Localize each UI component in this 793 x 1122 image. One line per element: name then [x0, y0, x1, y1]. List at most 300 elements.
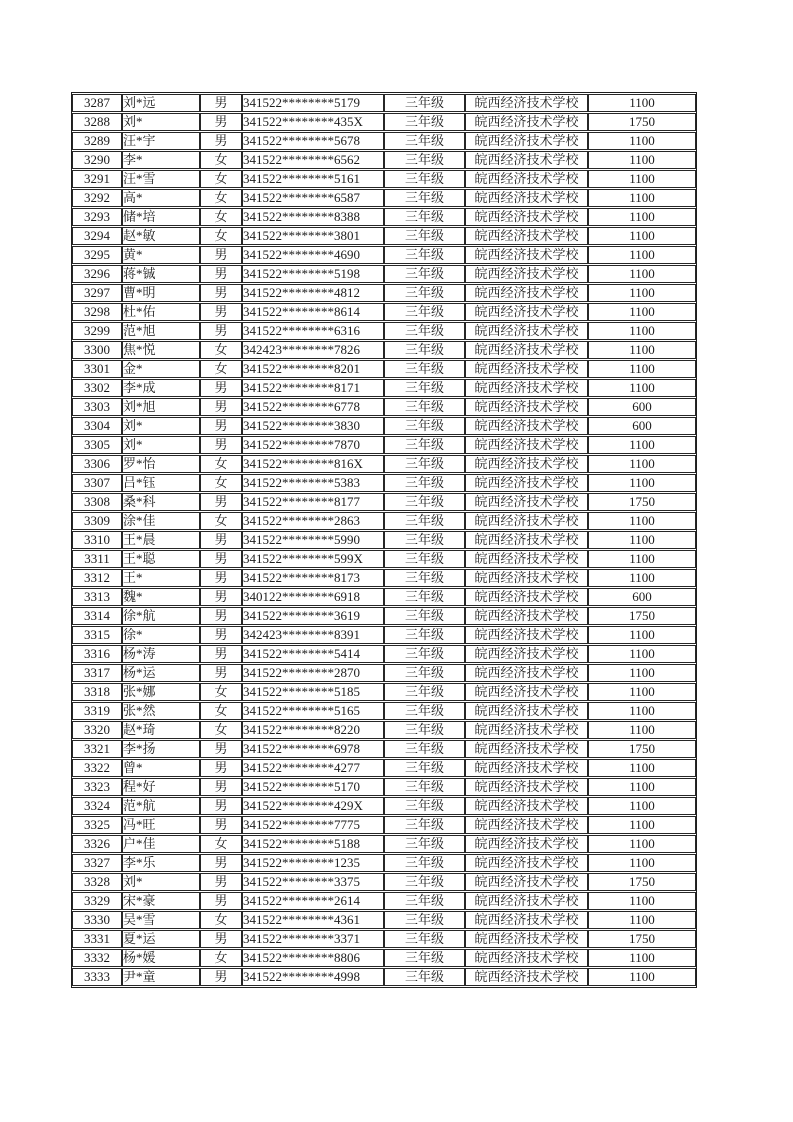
amount-cell: 1100 — [588, 94, 696, 112]
school-cell: 皖西经济技术学校 — [465, 968, 588, 986]
school-cell: 皖西经济技术学校 — [465, 797, 588, 815]
table-row — [72, 208, 696, 226]
amount-cell: 1100 — [588, 550, 696, 568]
id-number-cell: 341522********8171 — [242, 379, 384, 397]
id-number-cell: 341522********8388 — [242, 208, 384, 226]
gender-cell: 女 — [200, 683, 242, 701]
school-cell: 皖西经济技术学校 — [465, 132, 588, 150]
row-number-cell: 3324 — [72, 797, 122, 815]
id-number-cell: 341522********8201 — [242, 360, 384, 378]
school-cell: 皖西经济技术学校 — [465, 740, 588, 758]
gender-cell: 男 — [200, 398, 242, 416]
grade-cell: 三年级 — [384, 664, 465, 682]
student-name-cell: 徐*航 — [122, 607, 200, 625]
table-row — [72, 569, 696, 587]
school-cell: 皖西经济技术学校 — [465, 816, 588, 834]
school-cell: 皖西经济技术学校 — [465, 531, 588, 549]
school-cell: 皖西经济技术学校 — [465, 151, 588, 169]
amount-cell: 1750 — [588, 740, 696, 758]
amount-cell: 1100 — [588, 170, 696, 188]
row-number-cell: 3302 — [72, 379, 122, 397]
student-name-cell: 刘*远 — [122, 94, 200, 112]
grade-cell: 三年级 — [384, 835, 465, 853]
grade-cell: 三年级 — [384, 303, 465, 321]
gender-cell: 男 — [200, 436, 242, 454]
student-name-cell: 王*聪 — [122, 550, 200, 568]
table-row — [72, 493, 696, 511]
row-number-cell: 3330 — [72, 911, 122, 929]
grade-cell: 三年级 — [384, 94, 465, 112]
id-number-cell: 341522********5161 — [242, 170, 384, 188]
gender-cell: 女 — [200, 512, 242, 530]
table-row — [72, 322, 696, 340]
gender-cell: 女 — [200, 455, 242, 473]
row-number-cell: 3294 — [72, 227, 122, 245]
row-number-cell: 3287 — [72, 94, 122, 112]
row-number-cell: 3292 — [72, 189, 122, 207]
row-number-cell: 3301 — [72, 360, 122, 378]
school-cell: 皖西经济技术学校 — [465, 227, 588, 245]
amount-cell: 1100 — [588, 645, 696, 663]
student-name-cell: 汪*雪 — [122, 170, 200, 188]
amount-cell: 1100 — [588, 322, 696, 340]
table-row — [72, 854, 696, 872]
table-row — [72, 626, 696, 644]
row-number-cell: 3317 — [72, 664, 122, 682]
row-number-cell: 3320 — [72, 721, 122, 739]
row-number-cell: 3323 — [72, 778, 122, 796]
amount-cell: 1100 — [588, 436, 696, 454]
student-name-cell: 张*娜 — [122, 683, 200, 701]
school-cell: 皖西经济技术学校 — [465, 854, 588, 872]
gender-cell: 女 — [200, 835, 242, 853]
gender-cell: 女 — [200, 949, 242, 967]
amount-cell: 1750 — [588, 930, 696, 948]
id-number-cell: 341522********2863 — [242, 512, 384, 530]
amount-cell: 600 — [588, 398, 696, 416]
student-name-cell: 王* — [122, 569, 200, 587]
grade-cell: 三年级 — [384, 512, 465, 530]
table-row — [72, 113, 696, 131]
grade-cell: 三年级 — [384, 417, 465, 435]
row-number-cell: 3293 — [72, 208, 122, 226]
id-number-cell: 341522********4690 — [242, 246, 384, 264]
gender-cell: 男 — [200, 873, 242, 891]
gender-cell: 女 — [200, 189, 242, 207]
student-name-cell: 冯*旺 — [122, 816, 200, 834]
school-cell: 皖西经济技术学校 — [465, 113, 588, 131]
row-number-cell: 3307 — [72, 474, 122, 492]
grade-cell: 三年级 — [384, 531, 465, 549]
grade-cell: 三年级 — [384, 949, 465, 967]
gender-cell: 男 — [200, 892, 242, 910]
grade-cell: 三年级 — [384, 455, 465, 473]
student-name-cell: 刘* — [122, 417, 200, 435]
table-row — [72, 436, 696, 454]
student-name-cell: 徐* — [122, 626, 200, 644]
grade-cell: 三年级 — [384, 911, 465, 929]
row-number-cell: 3332 — [72, 949, 122, 967]
row-number-cell: 3309 — [72, 512, 122, 530]
student-name-cell: 赵*琦 — [122, 721, 200, 739]
amount-cell: 1100 — [588, 759, 696, 777]
table-row — [72, 873, 696, 891]
school-cell: 皖西经济技术学校 — [465, 189, 588, 207]
grade-cell: 三年级 — [384, 930, 465, 948]
table-row — [72, 588, 696, 606]
school-cell: 皖西经济技术学校 — [465, 398, 588, 416]
school-cell: 皖西经济技术学校 — [465, 303, 588, 321]
gender-cell: 男 — [200, 569, 242, 587]
school-cell: 皖西经济技术学校 — [465, 664, 588, 682]
student-name-cell: 黄* — [122, 246, 200, 264]
school-cell: 皖西经济技术学校 — [465, 341, 588, 359]
school-cell: 皖西经济技术学校 — [465, 455, 588, 473]
grade-cell: 三年级 — [384, 398, 465, 416]
row-number-cell: 3298 — [72, 303, 122, 321]
amount-cell: 1100 — [588, 816, 696, 834]
grade-cell: 三年级 — [384, 379, 465, 397]
id-number-cell: 341522********5414 — [242, 645, 384, 663]
grade-cell: 三年级 — [384, 607, 465, 625]
table-row — [72, 417, 696, 435]
id-number-cell: 341522********5198 — [242, 265, 384, 283]
grade-cell: 三年级 — [384, 702, 465, 720]
row-number-cell: 3296 — [72, 265, 122, 283]
student-name-cell: 吴*雪 — [122, 911, 200, 929]
student-name-cell: 宋*豪 — [122, 892, 200, 910]
table-row — [72, 683, 696, 701]
student-roster-table — [71, 92, 697, 988]
gender-cell: 男 — [200, 588, 242, 606]
gender-cell: 男 — [200, 626, 242, 644]
school-cell: 皖西经济技术学校 — [465, 778, 588, 796]
amount-cell: 600 — [588, 588, 696, 606]
amount-cell: 1100 — [588, 208, 696, 226]
id-number-cell: 341522********4812 — [242, 284, 384, 302]
id-number-cell: 341522********5188 — [242, 835, 384, 853]
table-row — [72, 379, 696, 397]
row-number-cell: 3290 — [72, 151, 122, 169]
grade-cell: 三年级 — [384, 626, 465, 644]
grade-cell: 三年级 — [384, 322, 465, 340]
table-row — [72, 398, 696, 416]
student-name-cell: 尹*童 — [122, 968, 200, 986]
gender-cell: 男 — [200, 797, 242, 815]
id-number-cell: 341522********8177 — [242, 493, 384, 511]
school-cell: 皖西经济技术学校 — [465, 417, 588, 435]
amount-cell: 1100 — [588, 531, 696, 549]
row-number-cell: 3325 — [72, 816, 122, 834]
id-number-cell: 341522********5165 — [242, 702, 384, 720]
id-number-cell: 341522********429X — [242, 797, 384, 815]
amount-cell: 1100 — [588, 664, 696, 682]
grade-cell: 三年级 — [384, 132, 465, 150]
student-name-cell: 焦*悦 — [122, 341, 200, 359]
amount-cell: 1100 — [588, 778, 696, 796]
gender-cell: 男 — [200, 854, 242, 872]
id-number-cell: 341522********3371 — [242, 930, 384, 948]
id-number-cell: 341522********599X — [242, 550, 384, 568]
student-name-cell: 户*佳 — [122, 835, 200, 853]
row-number-cell: 3319 — [72, 702, 122, 720]
school-cell: 皖西经济技术学校 — [465, 322, 588, 340]
student-name-cell: 范*旭 — [122, 322, 200, 340]
student-name-cell: 李* — [122, 151, 200, 169]
grade-cell: 三年级 — [384, 778, 465, 796]
student-name-cell: 刘* — [122, 873, 200, 891]
school-cell: 皖西经济技术学校 — [465, 721, 588, 739]
id-number-cell: 341522********6778 — [242, 398, 384, 416]
table-row — [72, 797, 696, 815]
id-number-cell: 341522********8173 — [242, 569, 384, 587]
grade-cell: 三年级 — [384, 759, 465, 777]
id-number-cell: 341522********7775 — [242, 816, 384, 834]
table-row — [72, 778, 696, 796]
id-number-cell: 341522********435X — [242, 113, 384, 131]
student-name-cell: 杨*媛 — [122, 949, 200, 967]
row-number-cell: 3289 — [72, 132, 122, 150]
id-number-cell: 341522********816X — [242, 455, 384, 473]
school-cell: 皖西经济技术学校 — [465, 873, 588, 891]
id-number-cell: 341522********3375 — [242, 873, 384, 891]
row-number-cell: 3299 — [72, 322, 122, 340]
student-name-cell: 王*晨 — [122, 531, 200, 549]
id-number-cell: 341522********8614 — [242, 303, 384, 321]
id-number-cell: 340122********6918 — [242, 588, 384, 606]
grade-cell: 三年级 — [384, 265, 465, 283]
grade-cell: 三年级 — [384, 740, 465, 758]
table-row — [72, 664, 696, 682]
gender-cell: 男 — [200, 303, 242, 321]
gender-cell: 女 — [200, 721, 242, 739]
row-number-cell: 3322 — [72, 759, 122, 777]
row-number-cell: 3326 — [72, 835, 122, 853]
student-name-cell: 蒋*铖 — [122, 265, 200, 283]
table-row — [72, 645, 696, 663]
gender-cell: 男 — [200, 664, 242, 682]
gender-cell: 女 — [200, 170, 242, 188]
gender-cell: 男 — [200, 550, 242, 568]
amount-cell: 1100 — [588, 246, 696, 264]
gender-cell: 男 — [200, 322, 242, 340]
row-number-cell: 3297 — [72, 284, 122, 302]
table-row — [72, 816, 696, 834]
table-row — [72, 930, 696, 948]
gender-cell: 男 — [200, 113, 242, 131]
gender-cell: 男 — [200, 284, 242, 302]
table-row — [72, 607, 696, 625]
student-name-cell: 罗*怡 — [122, 455, 200, 473]
school-cell: 皖西经济技术学校 — [465, 588, 588, 606]
table-row — [72, 170, 696, 188]
gender-cell: 男 — [200, 132, 242, 150]
id-number-cell: 341522********4998 — [242, 968, 384, 986]
gender-cell: 男 — [200, 968, 242, 986]
grade-cell: 三年级 — [384, 341, 465, 359]
table-row — [72, 949, 696, 967]
row-number-cell: 3291 — [72, 170, 122, 188]
row-number-cell: 3311 — [72, 550, 122, 568]
gender-cell: 男 — [200, 759, 242, 777]
row-number-cell: 3333 — [72, 968, 122, 986]
gender-cell: 男 — [200, 265, 242, 283]
amount-cell: 1100 — [588, 968, 696, 986]
id-number-cell: 341522********3801 — [242, 227, 384, 245]
school-cell: 皖西经济技术学校 — [465, 436, 588, 454]
gender-cell: 女 — [200, 360, 242, 378]
id-number-cell: 341522********2870 — [242, 664, 384, 682]
gender-cell: 女 — [200, 474, 242, 492]
grade-cell: 三年级 — [384, 873, 465, 891]
id-number-cell: 341522********5179 — [242, 94, 384, 112]
id-number-cell: 341522********5990 — [242, 531, 384, 549]
row-number-cell: 3331 — [72, 930, 122, 948]
grade-cell: 三年级 — [384, 683, 465, 701]
amount-cell: 600 — [588, 417, 696, 435]
table-row — [72, 474, 696, 492]
grade-cell: 三年级 — [384, 493, 465, 511]
school-cell: 皖西经济技术学校 — [465, 683, 588, 701]
gender-cell: 女 — [200, 151, 242, 169]
student-name-cell: 杜*佑 — [122, 303, 200, 321]
id-number-cell: 341522********3619 — [242, 607, 384, 625]
grade-cell: 三年级 — [384, 854, 465, 872]
school-cell: 皖西经济技术学校 — [465, 911, 588, 929]
grade-cell: 三年级 — [384, 816, 465, 834]
row-number-cell: 3316 — [72, 645, 122, 663]
id-number-cell: 341522********5678 — [242, 132, 384, 150]
school-cell: 皖西经济技术学校 — [465, 474, 588, 492]
school-cell: 皖西经济技术学校 — [465, 360, 588, 378]
student-name-cell: 范*航 — [122, 797, 200, 815]
student-name-cell: 刘* — [122, 436, 200, 454]
student-name-cell: 李*扬 — [122, 740, 200, 758]
student-name-cell: 储*培 — [122, 208, 200, 226]
table-row — [72, 512, 696, 530]
school-cell: 皖西经济技术学校 — [465, 94, 588, 112]
id-number-cell: 341522********4361 — [242, 911, 384, 929]
table-row — [72, 227, 696, 245]
amount-cell: 1750 — [588, 873, 696, 891]
grade-cell: 三年级 — [384, 170, 465, 188]
row-number-cell: 3321 — [72, 740, 122, 758]
student-name-cell: 魏* — [122, 588, 200, 606]
id-number-cell: 341522********5383 — [242, 474, 384, 492]
student-name-cell: 曾* — [122, 759, 200, 777]
table-row — [72, 721, 696, 739]
gender-cell: 男 — [200, 531, 242, 549]
table-row — [72, 740, 696, 758]
id-number-cell: 341522********8806 — [242, 949, 384, 967]
row-number-cell: 3304 — [72, 417, 122, 435]
student-name-cell: 吕*钰 — [122, 474, 200, 492]
student-name-cell: 李*成 — [122, 379, 200, 397]
gender-cell: 男 — [200, 816, 242, 834]
amount-cell: 1100 — [588, 455, 696, 473]
school-cell: 皖西经济技术学校 — [465, 512, 588, 530]
row-number-cell: 3314 — [72, 607, 122, 625]
amount-cell: 1100 — [588, 284, 696, 302]
row-number-cell: 3308 — [72, 493, 122, 511]
student-name-cell: 汪*宇 — [122, 132, 200, 150]
amount-cell: 1100 — [588, 360, 696, 378]
amount-cell: 1750 — [588, 113, 696, 131]
id-number-cell: 341522********8220 — [242, 721, 384, 739]
table-row — [72, 189, 696, 207]
amount-cell: 1100 — [588, 835, 696, 853]
school-cell: 皖西经济技术学校 — [465, 569, 588, 587]
grade-cell: 三年级 — [384, 474, 465, 492]
id-number-cell: 341522********4277 — [242, 759, 384, 777]
row-number-cell: 3305 — [72, 436, 122, 454]
amount-cell: 1100 — [588, 474, 696, 492]
amount-cell: 1100 — [588, 721, 696, 739]
table-row — [72, 911, 696, 929]
student-name-cell: 程*好 — [122, 778, 200, 796]
school-cell: 皖西经济技术学校 — [465, 607, 588, 625]
table-row — [72, 550, 696, 568]
student-name-cell: 刘*旭 — [122, 398, 200, 416]
table-row — [72, 892, 696, 910]
table-body — [72, 94, 696, 986]
grade-cell: 三年级 — [384, 797, 465, 815]
row-number-cell: 3303 — [72, 398, 122, 416]
row-number-cell: 3329 — [72, 892, 122, 910]
grade-cell: 三年级 — [384, 246, 465, 264]
amount-cell: 1100 — [588, 265, 696, 283]
id-number-cell: 341522********6978 — [242, 740, 384, 758]
gender-cell: 男 — [200, 645, 242, 663]
row-number-cell: 3327 — [72, 854, 122, 872]
row-number-cell: 3310 — [72, 531, 122, 549]
amount-cell: 1100 — [588, 892, 696, 910]
table-row — [72, 265, 696, 283]
amount-cell: 1750 — [588, 493, 696, 511]
row-number-cell: 3288 — [72, 113, 122, 131]
grade-cell: 三年级 — [384, 208, 465, 226]
school-cell: 皖西经济技术学校 — [465, 208, 588, 226]
gender-cell: 女 — [200, 702, 242, 720]
student-name-cell: 赵*敏 — [122, 227, 200, 245]
student-name-cell: 曹*明 — [122, 284, 200, 302]
id-number-cell: 341522********1235 — [242, 854, 384, 872]
amount-cell: 1100 — [588, 341, 696, 359]
amount-cell: 1100 — [588, 911, 696, 929]
student-name-cell: 杨*涛 — [122, 645, 200, 663]
grade-cell: 三年级 — [384, 968, 465, 986]
school-cell: 皖西经济技术学校 — [465, 702, 588, 720]
grade-cell: 三年级 — [384, 645, 465, 663]
gender-cell: 男 — [200, 379, 242, 397]
id-number-cell: 341522********5185 — [242, 683, 384, 701]
school-cell: 皖西经济技术学校 — [465, 949, 588, 967]
gender-cell: 女 — [200, 208, 242, 226]
row-number-cell: 3315 — [72, 626, 122, 644]
school-cell: 皖西经济技术学校 — [465, 930, 588, 948]
row-number-cell: 3318 — [72, 683, 122, 701]
student-name-cell: 涂*佳 — [122, 512, 200, 530]
table-row — [72, 455, 696, 473]
school-cell: 皖西经济技术学校 — [465, 645, 588, 663]
gender-cell: 女 — [200, 227, 242, 245]
id-number-cell: 341522********6562 — [242, 151, 384, 169]
school-cell: 皖西经济技术学校 — [465, 493, 588, 511]
row-number-cell: 3306 — [72, 455, 122, 473]
amount-cell: 1100 — [588, 189, 696, 207]
student-name-cell: 刘* — [122, 113, 200, 131]
student-name-cell: 李*乐 — [122, 854, 200, 872]
